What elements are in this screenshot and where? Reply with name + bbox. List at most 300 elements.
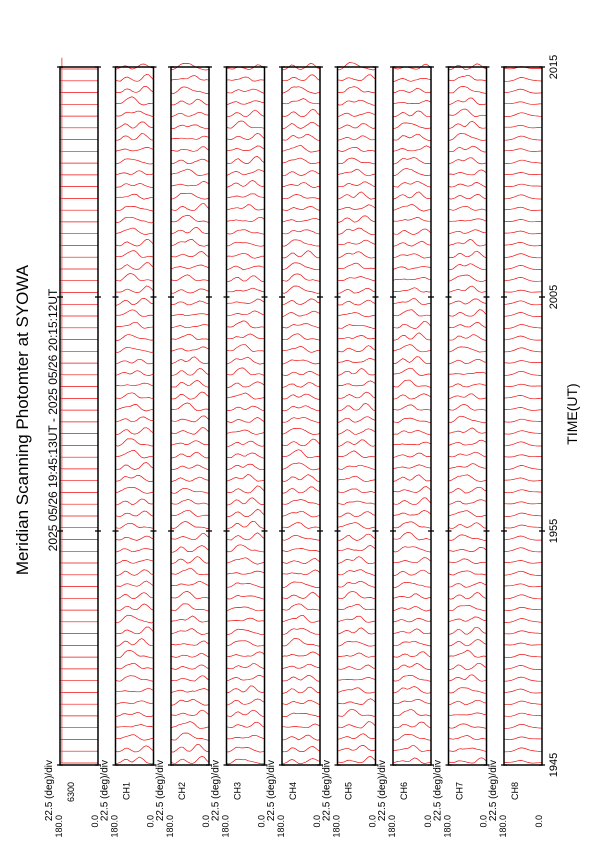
trace-line xyxy=(60,411,98,422)
plot-title: Meridian Scanning Photomter at SYOWA xyxy=(13,264,32,576)
trace-line xyxy=(171,534,209,540)
trace-line xyxy=(227,641,265,647)
trace-line xyxy=(393,298,431,305)
trace-line xyxy=(116,549,154,553)
trace-line xyxy=(60,293,98,304)
y-bottom-label: 0.0 xyxy=(90,815,100,828)
trace-line xyxy=(449,724,487,729)
panel-channel-label: 6300 xyxy=(66,782,76,803)
trace-line xyxy=(116,639,154,647)
trace-line xyxy=(171,347,209,352)
trace-line xyxy=(171,403,209,411)
trace-line xyxy=(338,616,376,622)
trace-line xyxy=(227,133,265,139)
panel-channel-label: CH7 xyxy=(454,782,465,801)
trace-line xyxy=(338,136,376,141)
panel-traces xyxy=(227,65,265,764)
trace-line xyxy=(60,375,98,386)
y-top-label: 180.0 xyxy=(498,815,508,838)
trace-line xyxy=(338,404,376,411)
trace-line xyxy=(116,86,154,92)
trace-line xyxy=(171,653,209,657)
trace-line xyxy=(171,357,209,364)
trace-line xyxy=(116,298,154,305)
trace-line xyxy=(449,394,487,399)
trace-line xyxy=(449,713,487,715)
trace-line xyxy=(282,582,320,588)
trace-line xyxy=(60,728,98,739)
trace-line xyxy=(338,240,376,245)
trace-line xyxy=(227,747,265,752)
trace-line xyxy=(504,361,542,364)
trace-line xyxy=(60,446,98,457)
trace-line xyxy=(171,665,209,670)
trace-line xyxy=(393,254,431,258)
trace-line xyxy=(171,87,209,94)
trace-line xyxy=(282,687,320,693)
trace-line xyxy=(227,345,265,352)
trace-line xyxy=(60,740,98,751)
trace-line xyxy=(227,486,265,493)
trace-line xyxy=(393,558,431,563)
trace-line xyxy=(338,722,376,728)
trace-line xyxy=(227,699,265,705)
trace-line xyxy=(338,501,376,504)
trace-line xyxy=(504,431,542,434)
trace-line xyxy=(449,548,487,552)
trace-line xyxy=(504,455,542,457)
trace-line xyxy=(227,558,265,565)
trace-line xyxy=(393,475,431,482)
trace-line xyxy=(171,181,209,186)
trace-line xyxy=(116,627,154,634)
panel-scale-label: 22.5 (deg)/div xyxy=(210,760,222,822)
trace-line xyxy=(393,522,431,529)
panel-traces xyxy=(504,67,542,764)
trace-line xyxy=(227,521,265,528)
trace-line xyxy=(504,595,542,599)
trace-line xyxy=(116,184,154,188)
trace-line xyxy=(227,545,265,552)
trace-line xyxy=(227,357,265,364)
trace-line xyxy=(227,583,265,588)
trace-line xyxy=(116,650,154,658)
trace-line xyxy=(60,705,98,716)
trace-line xyxy=(338,216,376,223)
trace-line xyxy=(60,70,98,81)
trace-line xyxy=(227,406,265,411)
trace-line xyxy=(393,418,431,423)
trace-line xyxy=(116,676,154,682)
trace-line xyxy=(393,511,431,516)
trace-line xyxy=(338,688,376,693)
trace-line xyxy=(338,325,376,329)
trace-line xyxy=(282,251,320,258)
trace-line xyxy=(282,311,320,317)
trace-line xyxy=(504,125,542,128)
trace-line xyxy=(116,274,154,282)
trace-line xyxy=(338,628,376,634)
trace-line xyxy=(282,511,320,517)
trace-line xyxy=(171,204,209,211)
trace-line xyxy=(171,416,209,422)
trace-line xyxy=(171,452,209,458)
trace-line xyxy=(504,265,542,269)
trace-line xyxy=(227,217,265,221)
time-range-label: 2025 05/26 19:45:13UT - 2025 05/26 20:15:12UT xyxy=(46,288,60,552)
trace-line xyxy=(60,246,98,257)
trace-line xyxy=(449,170,487,175)
trace-line xyxy=(171,581,209,586)
panel-frame xyxy=(60,67,98,765)
panel-channel-label: CH8 xyxy=(510,782,520,801)
trace-line xyxy=(504,701,542,705)
trace-line xyxy=(116,536,154,540)
trace-line xyxy=(504,713,542,716)
trace-line xyxy=(227,722,265,727)
trace-line xyxy=(393,277,431,280)
trace-line xyxy=(116,499,154,505)
trace-line xyxy=(338,429,376,435)
trace-line xyxy=(338,440,376,447)
trace-line xyxy=(282,134,320,140)
trace-line xyxy=(227,334,265,339)
trace-line xyxy=(338,756,376,762)
trace-line xyxy=(338,417,376,423)
trace-line xyxy=(282,263,320,270)
trace-line xyxy=(393,758,431,764)
trace-line xyxy=(338,489,376,493)
panel-frame xyxy=(504,67,542,765)
trace-line xyxy=(393,533,431,541)
trace-line xyxy=(171,488,209,493)
trace-line xyxy=(504,442,542,446)
trace-line xyxy=(393,100,431,104)
trace-line xyxy=(227,299,265,304)
trace-line xyxy=(338,381,376,386)
trace-line xyxy=(116,463,154,470)
trace-line xyxy=(393,618,431,622)
time-tick-label: 2005 xyxy=(548,284,560,310)
trace-line xyxy=(116,405,154,412)
panel-scale-label: 22.5 (deg)/div xyxy=(155,760,166,822)
trace-line xyxy=(282,372,320,376)
y-bottom-label: 0.0 xyxy=(312,815,322,828)
trace-line xyxy=(282,463,320,470)
trace-line xyxy=(504,689,542,693)
trace-line xyxy=(338,169,376,176)
trace-line xyxy=(504,160,542,163)
trace-line xyxy=(227,382,265,388)
trace-line xyxy=(282,487,320,493)
time-tick-label: 1945 xyxy=(548,752,560,778)
trace-line xyxy=(227,321,265,328)
trace-line xyxy=(338,288,376,293)
trace-line xyxy=(504,513,542,516)
trace-line xyxy=(227,710,265,717)
trace-line xyxy=(393,111,431,117)
trace-line xyxy=(227,146,265,151)
trace-line xyxy=(60,517,98,528)
trace-line xyxy=(282,549,320,552)
trace-line xyxy=(227,453,265,458)
trace-line xyxy=(60,340,98,351)
trace-line xyxy=(504,290,542,292)
y-bottom-label: 0.0 xyxy=(534,815,544,828)
trace-line xyxy=(393,746,431,752)
trace-line xyxy=(504,348,542,352)
trace-line xyxy=(116,701,154,704)
trace-line xyxy=(393,405,431,410)
trace-line xyxy=(171,616,209,622)
trace-line xyxy=(282,299,320,305)
trace-line xyxy=(60,670,98,681)
trace-line xyxy=(338,300,376,305)
trace-line xyxy=(393,675,431,681)
trace-line xyxy=(338,369,376,376)
trace-line xyxy=(171,604,209,611)
trace-line xyxy=(60,199,98,210)
panel-scale-label: 22.5 (deg)/div xyxy=(44,760,55,822)
trace-line xyxy=(227,253,265,258)
trace-line xyxy=(449,663,487,670)
trace-line xyxy=(282,218,320,222)
panel-channel-label: CH3 xyxy=(232,782,243,801)
trace-line xyxy=(338,592,376,599)
trace-line xyxy=(338,709,376,717)
trace-line xyxy=(116,371,154,376)
trace-line xyxy=(282,360,320,364)
trace-line xyxy=(282,230,320,234)
trace-line xyxy=(116,663,154,669)
trace-line xyxy=(171,568,209,575)
y-bottom-label: 0.0 xyxy=(256,815,267,828)
trace-line xyxy=(282,675,320,681)
trace-line xyxy=(116,560,154,564)
trace-line xyxy=(449,182,487,187)
trace-line xyxy=(338,557,376,564)
trace-line xyxy=(116,581,154,586)
trace-line xyxy=(449,286,487,292)
trace-line xyxy=(60,328,98,339)
trace-line xyxy=(449,583,487,588)
trace-line xyxy=(60,587,98,598)
trace-line xyxy=(449,593,487,600)
trace-line xyxy=(60,175,98,186)
trace-line xyxy=(393,487,431,493)
trace-line xyxy=(393,169,431,176)
trace-line xyxy=(116,111,154,117)
trace-line xyxy=(60,81,98,92)
trace-line xyxy=(449,335,487,341)
trace-line xyxy=(282,324,320,329)
trace-line xyxy=(227,181,265,188)
trace-line xyxy=(171,710,209,715)
trace-line xyxy=(116,746,154,752)
trace-line xyxy=(449,264,487,270)
trace-line xyxy=(282,417,320,422)
trace-line xyxy=(227,686,265,693)
trace-line xyxy=(227,242,265,246)
trace-line xyxy=(282,145,320,152)
trace-line xyxy=(227,533,265,540)
trace-line xyxy=(60,564,98,575)
trace-line xyxy=(338,182,376,187)
trace-line xyxy=(171,228,209,235)
trace-line xyxy=(171,136,209,139)
panel-traces xyxy=(282,63,320,764)
y-bottom-label: 0.0 xyxy=(478,815,489,828)
trace-line xyxy=(227,441,265,446)
trace-line xyxy=(449,219,487,221)
trace-line xyxy=(338,465,376,470)
trace-line xyxy=(171,465,209,470)
trace-line xyxy=(393,652,431,658)
trace-line xyxy=(282,195,320,200)
trace-line xyxy=(449,384,487,387)
trace-line xyxy=(60,658,98,669)
trace-line xyxy=(338,335,376,339)
trace-line xyxy=(171,689,209,693)
trace-line xyxy=(504,643,542,645)
trace-line xyxy=(282,713,320,717)
trace-line xyxy=(504,677,542,681)
trace-line xyxy=(504,113,542,117)
trace-line xyxy=(282,604,320,611)
trace-line xyxy=(171,722,209,729)
trace-line xyxy=(227,430,265,434)
trace-line xyxy=(282,592,320,598)
trace-line xyxy=(171,500,209,505)
trace-line xyxy=(449,650,487,657)
trace-line xyxy=(60,752,98,763)
panel-scale-label: 22.5 (deg)/div xyxy=(488,760,499,822)
trace-line xyxy=(116,335,154,341)
trace-line xyxy=(116,263,154,270)
trace-line xyxy=(449,675,487,682)
trace-line xyxy=(449,758,487,763)
trace-line xyxy=(282,240,320,246)
trace-line xyxy=(504,654,542,657)
trace-line xyxy=(504,466,542,470)
panel-traces xyxy=(449,64,487,763)
trace-line xyxy=(116,359,154,364)
trace-line xyxy=(60,152,98,163)
y-bottom-label: 0.0 xyxy=(423,815,433,828)
trace-line xyxy=(338,277,376,282)
trace-line xyxy=(116,604,154,610)
trace-line xyxy=(393,582,431,587)
trace-line xyxy=(60,105,98,116)
trace-line xyxy=(504,313,542,317)
trace-line xyxy=(116,615,154,623)
trace-line xyxy=(504,548,542,552)
trace-line xyxy=(60,470,98,481)
trace-line xyxy=(449,559,487,564)
y-top-label: 180.0 xyxy=(165,815,175,838)
trace-line xyxy=(171,477,209,482)
trace-line xyxy=(171,125,209,129)
trace-line xyxy=(282,183,320,188)
trace-line xyxy=(449,605,487,611)
trace-line xyxy=(504,490,542,493)
trace-line xyxy=(227,368,265,376)
y-top-label: 180.0 xyxy=(276,815,286,838)
trace-line xyxy=(60,552,98,563)
trace-line xyxy=(227,311,265,315)
trace-line xyxy=(393,687,431,694)
trace-line xyxy=(171,215,209,222)
trace-line xyxy=(393,663,431,669)
trace-line xyxy=(282,570,320,575)
trace-line xyxy=(504,102,542,105)
trace-line xyxy=(393,734,431,740)
panel-p8 xyxy=(433,64,489,838)
trace-line xyxy=(282,109,320,116)
trace-line xyxy=(504,724,542,728)
trace-line xyxy=(60,223,98,234)
trace-line xyxy=(116,239,154,246)
trace-line xyxy=(60,211,98,222)
trace-line xyxy=(393,218,431,222)
trace-line xyxy=(116,428,154,435)
trace-line xyxy=(504,220,542,222)
trace-line xyxy=(282,346,320,352)
trace-line xyxy=(449,535,487,541)
trace-line xyxy=(60,528,98,539)
trace-line xyxy=(171,392,209,399)
trace-line xyxy=(338,192,376,199)
time-tick-label: 2015 xyxy=(548,54,560,80)
trace-line xyxy=(504,419,542,422)
trace-line xyxy=(227,288,265,292)
trace-line xyxy=(338,642,376,647)
trace-line xyxy=(171,289,209,293)
trace-line xyxy=(449,523,487,529)
panel-traces xyxy=(171,64,209,764)
trace-line xyxy=(227,393,265,399)
trace-line xyxy=(338,570,376,576)
panel-frame xyxy=(338,67,376,765)
trace-line xyxy=(171,557,209,564)
trace-line xyxy=(338,228,376,235)
trace-line xyxy=(227,276,265,282)
trace-line xyxy=(282,75,320,81)
trace-line xyxy=(171,641,209,645)
y-bottom-label: 0.0 xyxy=(201,815,211,828)
panel-channel-label: CH2 xyxy=(177,782,187,801)
panel-p7 xyxy=(377,64,433,837)
trace-line xyxy=(338,677,376,680)
trace-line xyxy=(449,511,487,517)
panel-p2 xyxy=(100,64,156,838)
trace-line xyxy=(171,301,209,305)
trace-line xyxy=(338,346,376,352)
trace-line xyxy=(449,359,487,364)
trace-line xyxy=(393,699,431,704)
trace-line xyxy=(116,383,154,386)
trace-line xyxy=(282,334,320,341)
trace-line xyxy=(60,305,98,316)
trace-line xyxy=(60,281,98,292)
trace-line xyxy=(171,324,209,328)
panel-traces xyxy=(393,64,431,763)
trace-line xyxy=(393,641,431,646)
trace-line xyxy=(393,368,431,375)
panel-scale-label: 22.5 (deg)/div xyxy=(432,760,444,822)
trace-line xyxy=(504,136,542,140)
trace-line xyxy=(449,617,487,622)
